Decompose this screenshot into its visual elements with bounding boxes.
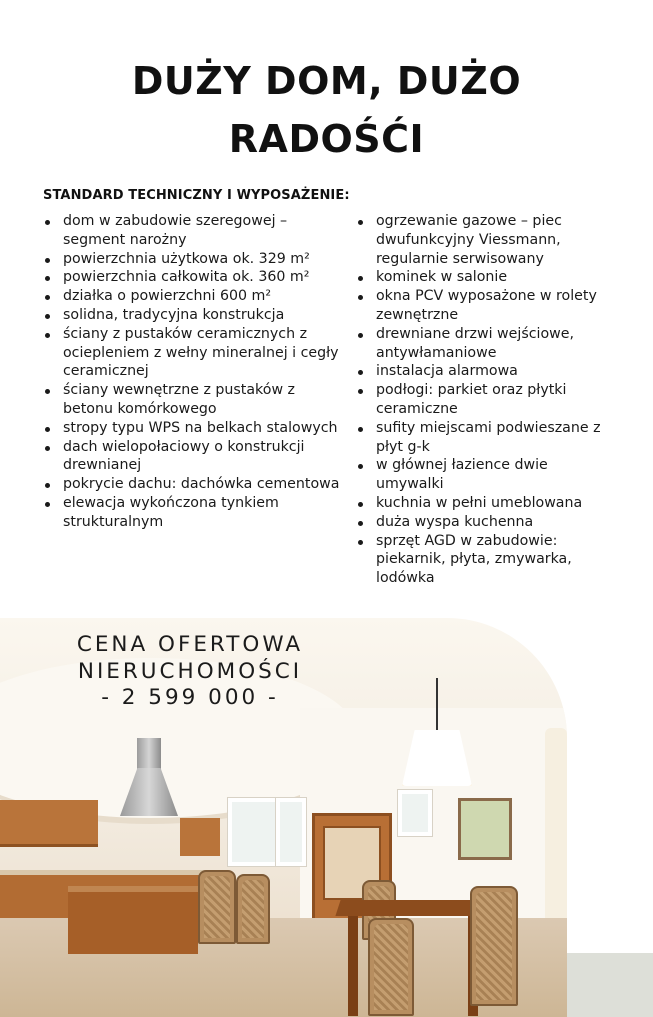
chair: [368, 918, 414, 1016]
list-item: kuchnia w pełni umeblowana: [356, 494, 618, 513]
wall-painting: [458, 798, 512, 860]
price-block: [60, 632, 320, 712]
features-list-left: [43, 212, 343, 532]
list-item: działka o powierzchni 600 m²: [43, 287, 343, 306]
list-item: pokrycie dachu: dachówka cementowa: [43, 475, 343, 494]
curtain: [545, 728, 567, 948]
list-item: dom w zabudowie szeregowej – segment narożny: [43, 212, 343, 250]
list-item: powierzchnia całkowita ok. 360 m²: [43, 268, 343, 287]
table-leg: [348, 916, 358, 1016]
list-item: drewniane drzwi wejściowe, antywłamaniowe: [356, 325, 618, 363]
upper-cabinets: [0, 800, 98, 847]
list-item: dach wielopołaciowy o konstrukcji drewnianej: [43, 438, 343, 476]
decorative-corner-box: [567, 953, 653, 1017]
list-item: elewacja wykończona tynkiem strukturalnym: [43, 494, 343, 532]
window: [228, 798, 280, 866]
list-item: ściany wewnętrzne z pustaków z betonu komórkowego: [43, 381, 343, 419]
list-item: stropy typu WPS na belkach stalowych: [43, 419, 343, 438]
kitchen-island: [68, 886, 198, 954]
page-title-line-1: DUŻY DOM, DUŻO: [131, 59, 522, 103]
list-item: duża wyspa kuchenna: [356, 513, 618, 532]
list-item: w głównej łazience dwie umywalki: [356, 456, 618, 494]
list-item: sprzęt AGD w zabudowie: piekarnik, płyta, zmywarka, lodówka: [356, 532, 618, 588]
chair: [470, 886, 518, 1006]
price-label-line-2: NIERUCHOMOŚCI: [77, 658, 303, 684]
list-item: powierzchnia użytkowa ok. 329 m²: [43, 250, 343, 269]
upper-cabinets: [180, 818, 220, 856]
chair: [236, 874, 270, 944]
list-item: solidna, tradycyjna konstrukcja: [43, 306, 343, 325]
lamp-cord: [436, 678, 438, 730]
standard-heading: STANDARD TECHNICZNY I WYPOSAŻENIE:: [43, 188, 350, 203]
price-label-line-1: CENA OFERTOWA: [76, 632, 304, 657]
window: [398, 790, 432, 836]
page-title: [0, 52, 653, 168]
list-item: podłogi: parkiet oraz płytki ceramiczne: [356, 381, 618, 419]
page-title-line-2: RADOŚĆI: [228, 117, 425, 161]
list-item: kominek w salonie: [356, 268, 618, 287]
price-value: - 2 599 000 -: [101, 685, 279, 710]
list-item: ogrzewanie gazowe – piec dwufunkcyjny Viessmann, regularnie serwisowany: [356, 212, 618, 268]
features-list-right: [356, 212, 618, 588]
list-item: sufity miejscami podwieszane z płyt g-k: [356, 419, 618, 457]
chair: [198, 870, 236, 944]
window: [276, 798, 306, 866]
list-item: instalacja alarmowa: [356, 362, 618, 381]
range-hood-flue: [137, 738, 161, 770]
list-item: ściany z pustaków ceramicznych z ociepleniem z wełny mineralnej i cegły ceramicznej: [43, 325, 343, 381]
list-item: okna PCV wyposażone w rolety zewnętrzne: [356, 287, 618, 325]
